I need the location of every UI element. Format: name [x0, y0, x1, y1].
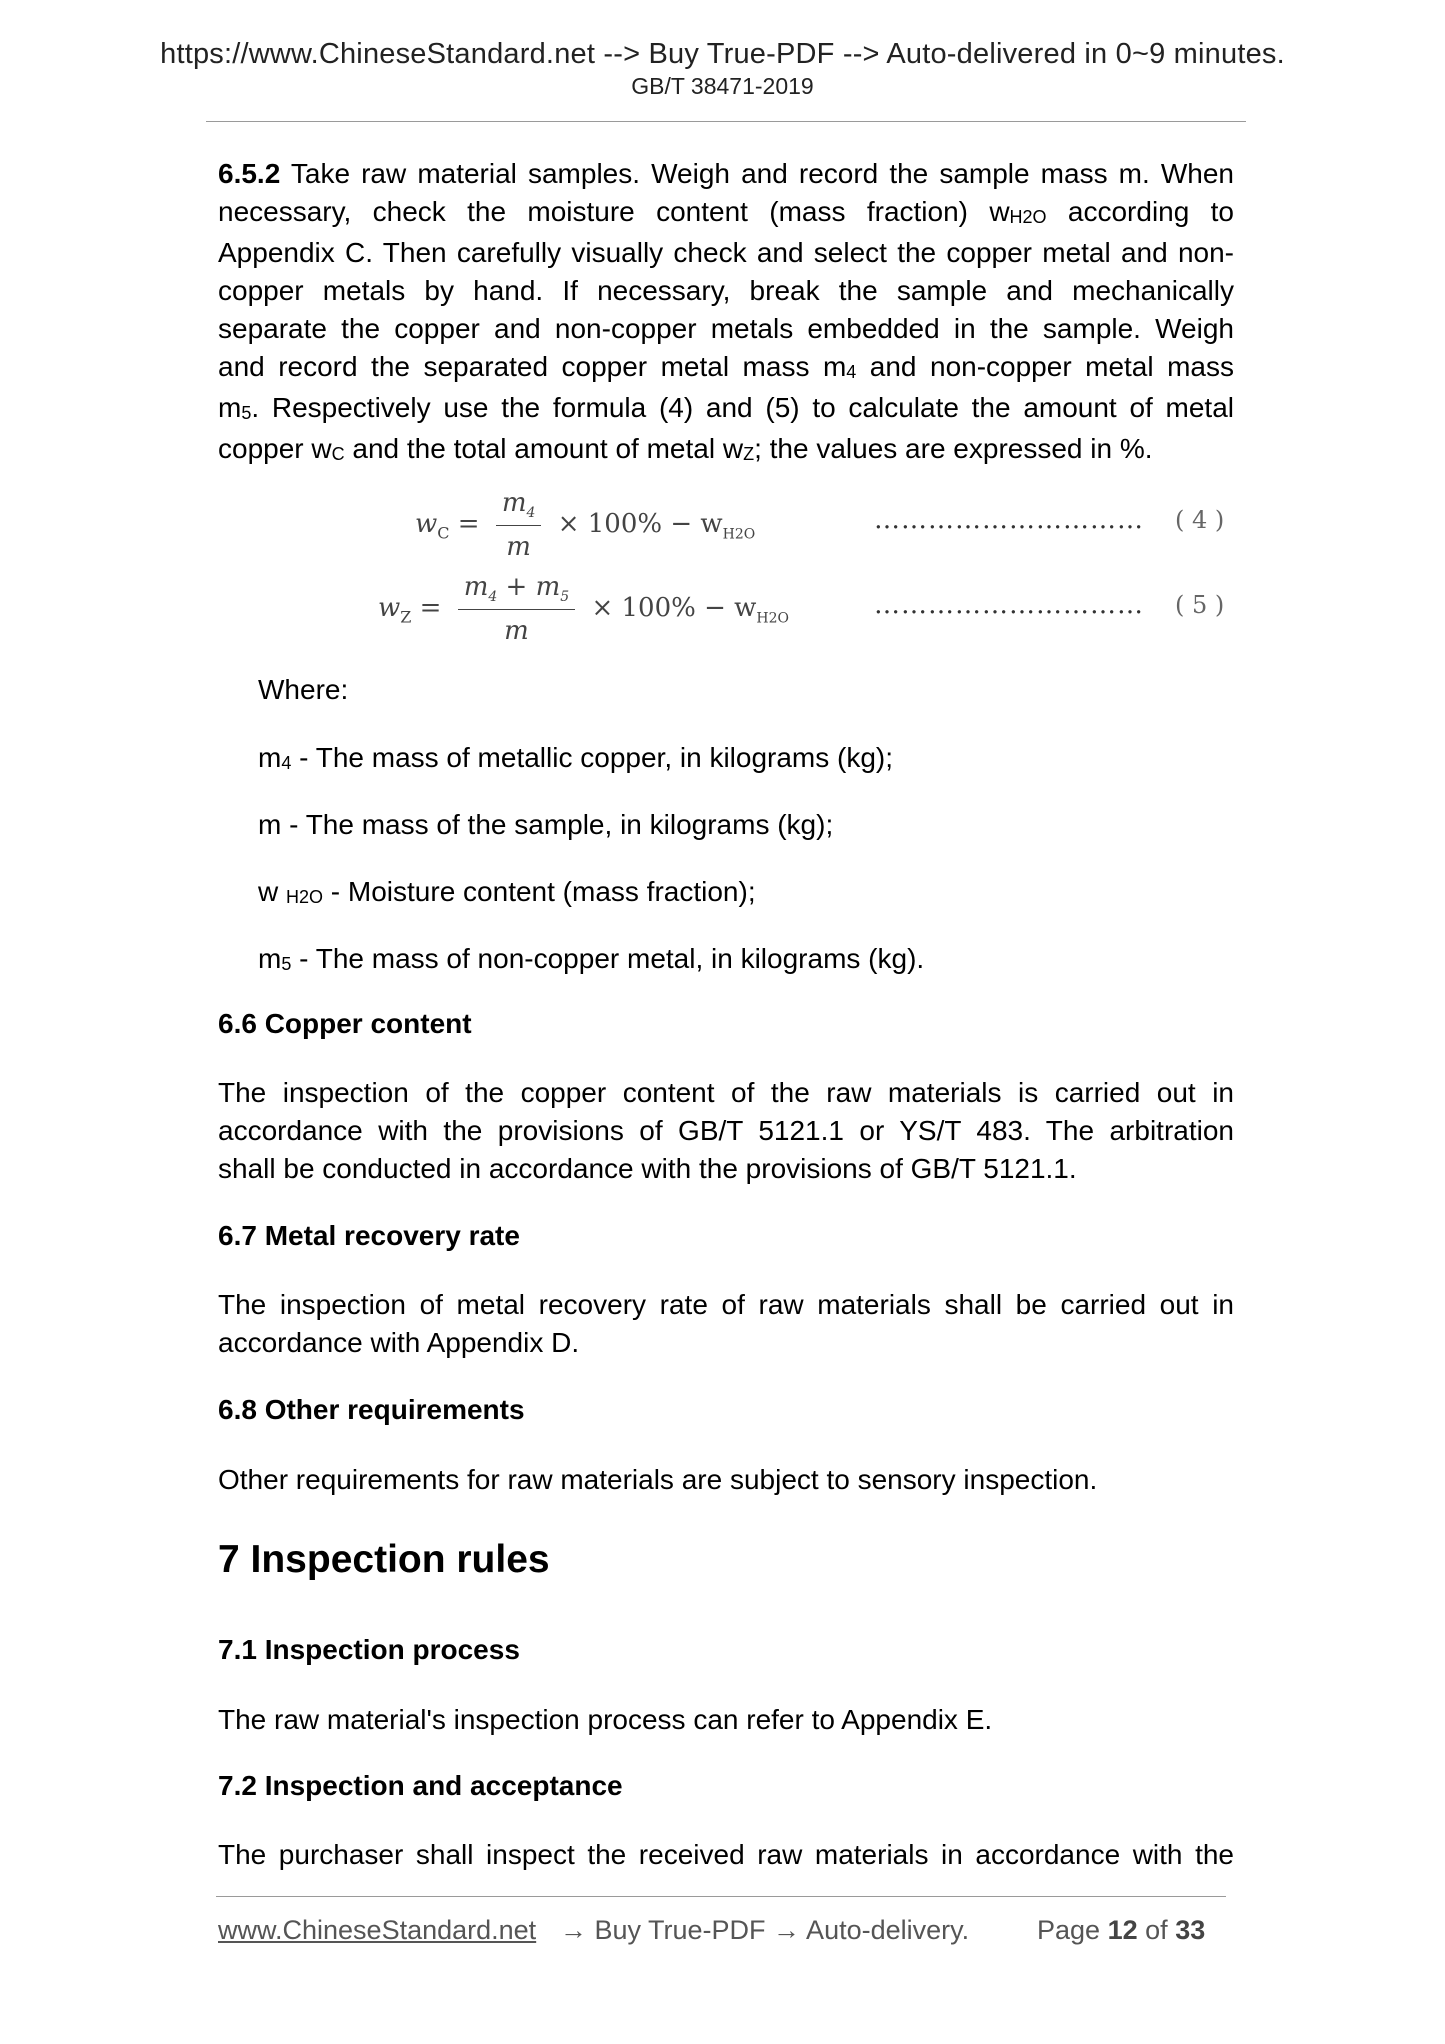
heading-6-8: 6.8 Other requirements — [218, 1394, 525, 1425]
where-text: - The mass of non-copper metal, in kilograms (kg). — [291, 943, 925, 974]
paragraph-6-7 — [218, 1286, 1234, 1362]
text-line: necessary, check the moisture content (mass fraction) w — [218, 196, 1010, 227]
text-line: . Respectively use the formula (4) and (5) to calculate the amount of metal — [251, 392, 1234, 423]
text-line: according to — [1046, 196, 1234, 227]
heading-6-7: 6.7 Metal recovery rate — [218, 1220, 520, 1251]
where-symbol: w — [258, 876, 286, 907]
text-line: separate the copper and non-copper metals embedded in the sample. Weigh — [218, 313, 1234, 344]
text-line: accordance with the provisions of GB/T 5121.1 or YS/T 483. The arbitration — [218, 1115, 1234, 1146]
formula-symbol: m — [504, 616, 529, 647]
formula-symbol: m — [501, 488, 527, 518]
where-item — [258, 806, 833, 844]
text-line: Other requirements for raw materials are subject to sensory inspection. — [218, 1464, 1098, 1495]
formula-symbol: w — [415, 509, 438, 540]
text-line: and non-copper metal mass — [856, 351, 1234, 382]
formula-symbol: w — [378, 593, 401, 624]
paragraph-6-5-2 — [218, 155, 1234, 471]
formula-subscript: H2O — [722, 526, 756, 543]
formula-text: × 100% − w — [557, 509, 723, 540]
formula-symbol: m — [506, 532, 531, 563]
formula-5-number: ( 5 ) — [1175, 591, 1225, 619]
where-label: Where: — [258, 674, 349, 705]
text-line: copper w — [218, 433, 332, 464]
where-symbol: m — [258, 742, 282, 773]
where-text: - The mass of the sample, in kilograms (kg); — [281, 809, 834, 840]
text-line: The purchaser shall inspect the received raw materials in accordance with the — [218, 1839, 1234, 1870]
where-item — [258, 739, 893, 780]
subscript: 5 — [241, 403, 252, 423]
text-line: Appendix C. Then carefully visually check and select the copper metal and non- — [218, 237, 1234, 268]
subscript: H2O — [1009, 207, 1047, 227]
paragraph-7-1 — [218, 1701, 1234, 1739]
text-line: and record the separated copper metal mass m — [218, 351, 847, 382]
where-text: - Moisture content (mass fraction); — [323, 876, 756, 907]
page-total: 33 — [1175, 1915, 1206, 1945]
footer-tagline: → Buy True-PDF → Auto-delivery. — [560, 1915, 970, 1945]
paragraph-7-2 — [218, 1836, 1234, 1874]
formula-4-number: ( 4 ) — [1175, 506, 1225, 534]
page-indicator — [1037, 1915, 1205, 1946]
formula-4-leader: ………………………… — [874, 505, 1144, 535]
text-line: and the total amount of metal w — [344, 433, 744, 464]
text-line: shall be conducted in accordance with the provisions of GB/T 5121.1. — [218, 1153, 1077, 1184]
subscript: 4 — [281, 753, 292, 773]
subscript: H2O — [286, 887, 324, 907]
text-line: The inspection of the copper content of the raw materials is carried out in — [218, 1077, 1234, 1108]
standard-number: GB/T 38471-2019 — [631, 73, 814, 99]
header-divider — [206, 121, 1246, 122]
heading-7: 7 Inspection rules — [218, 1538, 550, 1581]
formula-text: × 100% − w — [591, 593, 757, 624]
formula-subscript: 5 — [560, 589, 570, 606]
formula-subscript: 4 — [526, 505, 536, 522]
text-line: copper metals by hand. If necessary, break the sample and mechanically — [218, 275, 1234, 306]
formula-subscript: 4 — [488, 589, 498, 606]
formula-subscript: Z — [400, 607, 412, 627]
where-symbol: m — [258, 943, 282, 974]
section-number: 6.5.2 — [218, 158, 281, 189]
where-item — [258, 940, 924, 981]
subscript: Z — [743, 444, 755, 464]
text-line: accordance with Appendix D. — [218, 1327, 580, 1358]
text-line: The inspection of metal recovery rate of raw materials shall be carried out in — [218, 1289, 1234, 1320]
formula-subscript: H2O — [756, 610, 789, 627]
formula-symbol: m — [463, 572, 489, 602]
where-text: - The mass of metallic copper, in kilograms (kg); — [291, 742, 894, 773]
subscript: 5 — [281, 954, 292, 974]
formula-5-leader: ………………………… — [874, 590, 1144, 620]
formula-fraction — [458, 572, 575, 646]
page-label: Page — [1037, 1915, 1101, 1945]
paragraph-6-8 — [218, 1461, 1234, 1499]
text-line: The raw material's inspection process can refer to Appendix E. — [218, 1704, 993, 1735]
formula-5: $w_Z$ = $\frac{m_4 + m_5}{m}$ × $100\% - w_{H2O}$ — [378, 572, 789, 647]
page-number: 12 — [1107, 1915, 1138, 1945]
formula-symbol: + m — [497, 572, 561, 602]
formula-4: $w_C$ = $\frac{m_4}{m}$ × $100\% - w_{H2O}$ — [415, 488, 756, 563]
heading-7-2: 7.2 Inspection and acceptance — [218, 1770, 623, 1801]
where-symbol: m — [258, 809, 282, 840]
subscript: 4 — [846, 362, 857, 382]
formula-fraction — [496, 488, 542, 562]
footer-divider — [216, 1896, 1226, 1897]
formula-subscript: C — [437, 523, 450, 543]
header-url-line: https://www.ChineseStandard.net --> Buy True-PDF --> Auto-delivered in 0~9 minutes. — [160, 38, 1285, 70]
text-line: Take raw material samples. Weigh and record the sample mass m. When — [290, 158, 1235, 189]
footer-site-link[interactable]: www.ChineseStandard.net — [218, 1915, 537, 1945]
paragraph-6-6 — [218, 1074, 1234, 1188]
heading-6-6: 6.6 Copper content — [218, 1008, 472, 1039]
text-line: m — [218, 392, 242, 423]
subscript: C — [331, 444, 345, 464]
heading-7-1: 7.1 Inspection process — [218, 1634, 520, 1665]
of-label: of — [1145, 1915, 1168, 1945]
where-item — [258, 873, 756, 914]
text-line: ; the values are expressed in %. — [754, 433, 1153, 464]
